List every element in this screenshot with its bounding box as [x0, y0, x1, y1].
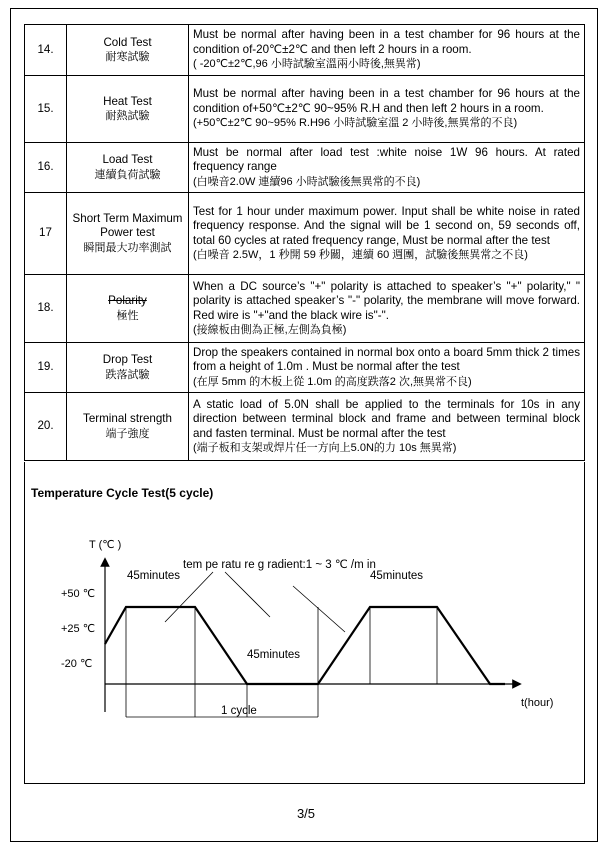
row-number: 19. — [25, 343, 67, 393]
test-name-en: Polarity — [108, 294, 147, 307]
test-description — [189, 275, 585, 343]
description-zh: (白噪音2.0W 連續96 小時試驗後無異常的不良) — [193, 175, 421, 188]
row-number: 15. — [25, 76, 67, 143]
test-name — [67, 76, 189, 143]
test-name-en: Short Term Maximum Power test — [72, 211, 183, 240]
test-description — [189, 76, 585, 143]
gradient-label: tem pe ratu re g radient:1 ~ 3 ℃ /m in — [183, 559, 376, 571]
temperature-cycle-section — [24, 462, 585, 784]
chart-title: Temperature Cycle Test(5 cycle) — [31, 486, 214, 500]
description-en: A static load of 5.0N shall be applied to the terminals for 10s in any direction between terminal block and frame and between terminal block and fasten terminal. Must be normal after the test — [193, 397, 580, 440]
row-number: 17 — [25, 193, 67, 275]
row-number: 18. — [25, 275, 67, 343]
description-en: Must be normal after load test :white noise 1W 96 hours. At rated frequency range — [193, 145, 580, 174]
description-zh: (在厚 5mm 的木板上從 1.0m 的高度跌落2 次,無異常不良) — [193, 375, 472, 388]
description-en: When a DC source’s "+" polarity is attached to speaker’s "+" polarity," " polarity is attached speaker’s "-" polarity, the membrane will move forward. Red wire is "+"and the black wire is"-". — [193, 279, 580, 322]
test-name-zh: 瞬間最大功率測試 — [83, 241, 172, 254]
test-name-zh: 端子強度 — [105, 427, 150, 440]
test-name — [67, 193, 189, 275]
tick-label: +50 ℃ — [61, 588, 96, 600]
test-description — [189, 343, 585, 393]
test-spec-table — [24, 24, 585, 461]
table-row — [25, 25, 585, 76]
description-en: Test for 1 hour under maximum power. Input shall be white noise in rated frequency response. And the signal will be 1 second on, 59 seconds off, total 60 cycles at rated frequency range, Must be normal after the test — [193, 204, 580, 247]
y-axis-label: T (℃ ) — [89, 539, 122, 551]
test-name — [67, 393, 189, 461]
temperature-cycle-diagram — [25, 462, 584, 782]
cycle-label: 1 cycle — [221, 705, 257, 717]
description-en: Must be normal after having been in a test chamber for 96 hours at the condition of-20℃±2℃ and then left 2 hours in a room. — [193, 28, 580, 56]
table-row — [25, 76, 585, 143]
test-name-en: Load Test — [102, 153, 153, 166]
test-name-zh: 連續負荷試驗 — [94, 168, 161, 181]
test-name-zh: 耐熱試驗 — [105, 110, 150, 122]
test-name-en: Terminal strength — [83, 412, 172, 425]
test-name-en: Drop Test — [102, 353, 153, 366]
test-name-en: Cold Test — [103, 35, 152, 49]
dwell-label: 45minutes — [370, 570, 424, 582]
tick-label: -20 ℃ — [61, 658, 93, 670]
table-row — [25, 143, 585, 193]
test-description — [189, 393, 585, 461]
row-number: 14. — [25, 25, 67, 76]
test-name-zh: 跌落試驗 — [105, 368, 150, 381]
test-name-en: Heat Test — [103, 94, 152, 108]
test-name — [67, 275, 189, 343]
description-zh: ( -20℃±2℃,96 小時試驗室溫兩小時後,無異常) — [193, 58, 421, 71]
test-name-zh: 耐寒試驗 — [105, 51, 150, 63]
test-description — [189, 193, 585, 275]
test-description — [189, 143, 585, 193]
description-en: Drop the speakers contained in normal box onto a board 5mm thick 2 times from a height of 1.0m . Must be normal after the test — [193, 345, 580, 374]
table-row — [25, 193, 585, 275]
description-zh: (端子板和支架或焊片任一方向上5.0N的力 10s 無異常) — [193, 442, 457, 454]
page-number: 3/5 — [296, 806, 316, 821]
description-zh: (+50℃±2℃ 90~95% R.H96 小時試驗室溫 2 小時後,無異常的不良) — [193, 117, 518, 130]
gradient-pointer — [293, 586, 345, 632]
description-zh: (白噪音 2.5W，1 秒開 59 秒關，連續 60 週團，試驗後無異常之不良) — [193, 249, 528, 261]
temperature-profile-line — [105, 607, 505, 684]
description-zh: (接線板由側為正極,左側為負極) — [193, 324, 347, 336]
table-row — [25, 275, 585, 343]
description-en: Must be normal after having been in a test chamber for 96 hours at the condition of+50℃±2℃ 90~95% R.H and then left 2 hours in a room. — [193, 87, 580, 115]
test-name-zh: 極性 — [116, 309, 139, 322]
tick-label: +25 ℃ — [61, 623, 96, 635]
row-number: 20. — [25, 393, 67, 461]
test-description — [189, 25, 585, 76]
gradient-pointer — [225, 572, 270, 617]
x-axis-label: t(hour) — [521, 697, 554, 709]
test-name — [67, 25, 189, 76]
table-row — [25, 343, 585, 393]
dwell-label: 45minutes — [127, 570, 181, 582]
table-row — [25, 393, 585, 461]
test-name — [67, 343, 189, 393]
row-number: 16. — [25, 143, 67, 193]
dwell-label: 45minutes — [247, 649, 301, 661]
test-name — [67, 143, 189, 193]
